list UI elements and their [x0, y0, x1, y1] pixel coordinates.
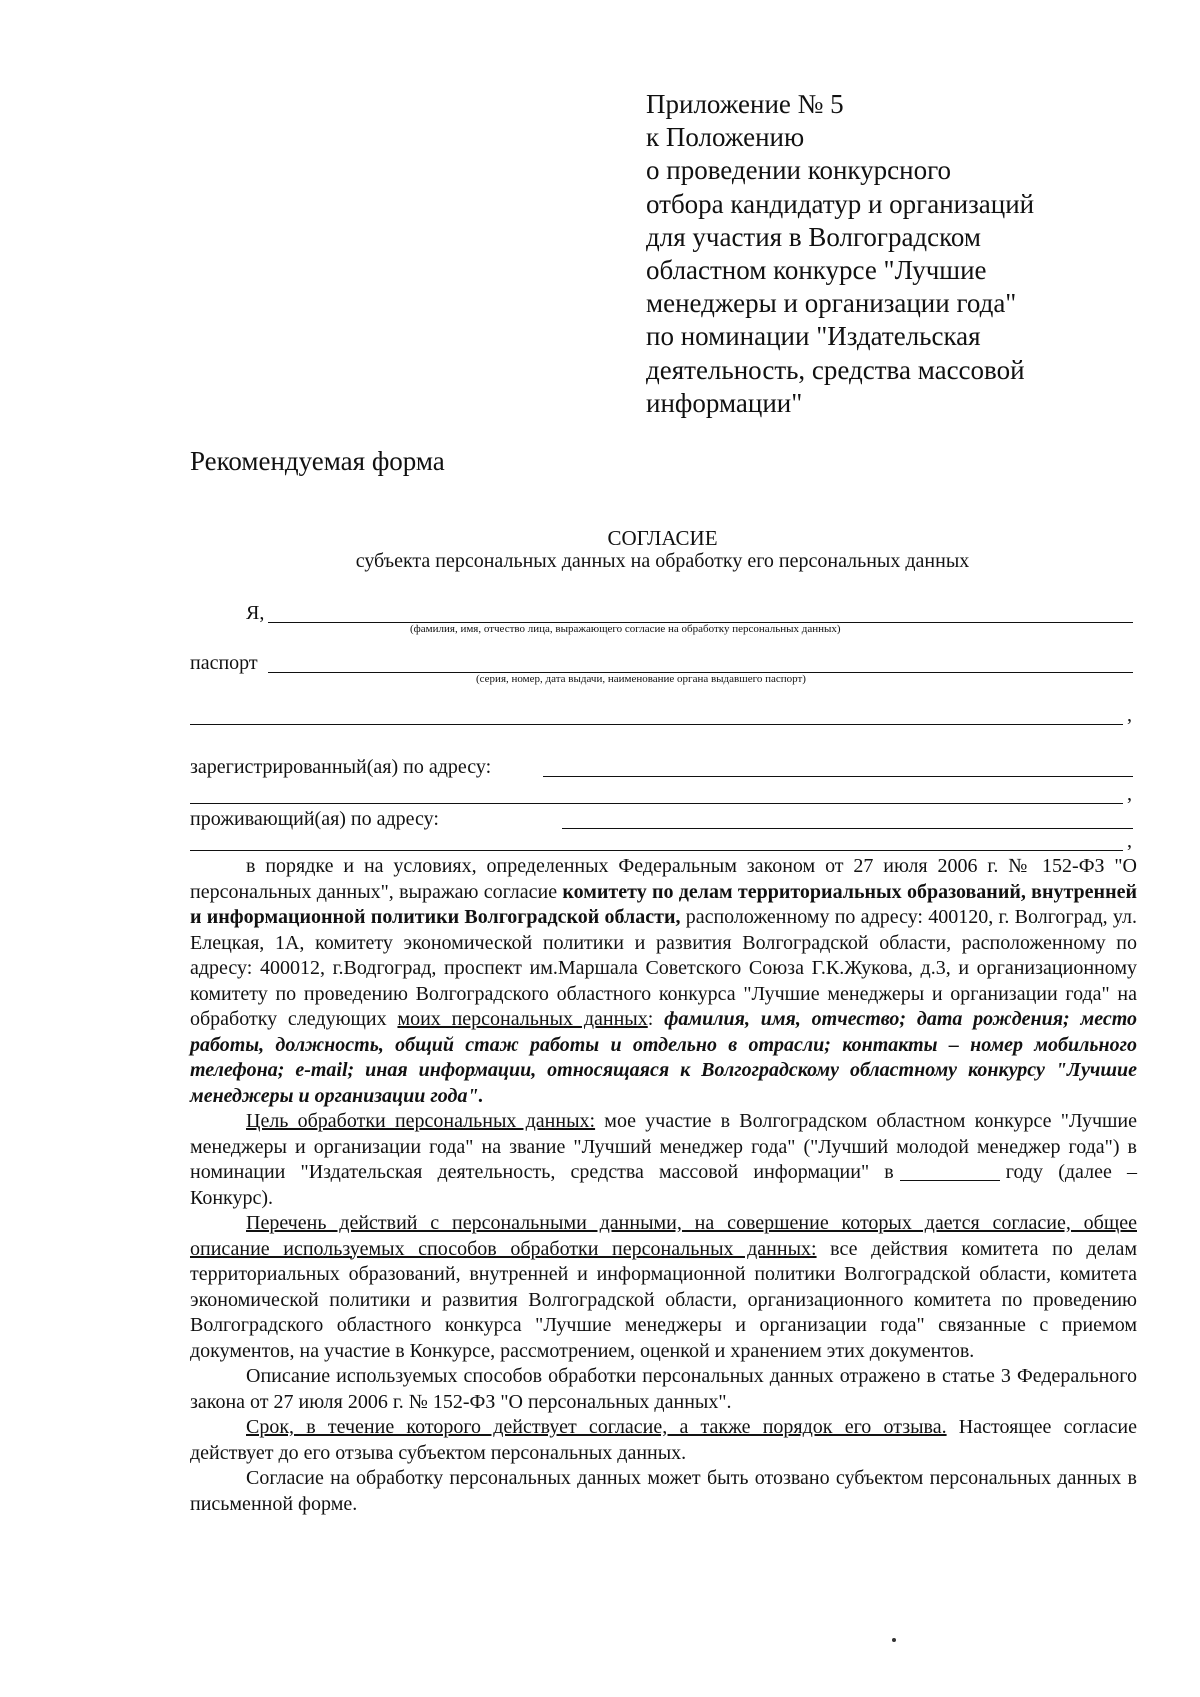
- paragraph-methods: Описание используемых способов обработки персональных данных отражено в статье 3 Федерального закона от 27 июля 2006 г. № 152-ФЗ "О персональных данных".: [190, 1365, 1137, 1413]
- appendix-line: областном конкурсе "Лучшие: [646, 255, 987, 286]
- appendix-line: отбора кандидатур и организаций: [646, 188, 1035, 219]
- name-field-hint: (фамилия, имя, отчество лица, выражающего согласие на обработку персональных данных): [410, 623, 841, 635]
- passport-field-label: паспорт: [190, 652, 258, 674]
- appendix-line: менеджеры и организации года": [646, 288, 1017, 319]
- registered-address-line-2[interactable]: [190, 803, 1123, 804]
- recommended-form-label: Рекомендуемая форма: [190, 446, 445, 476]
- passport-continuation-line[interactable]: [190, 724, 1123, 725]
- registered-address-line[interactable]: [543, 776, 1133, 777]
- comma: ,: [1127, 830, 1132, 852]
- paragraph-purpose: Цель обработки персональных данных: мое участие в Волгоградском областном конкурсе "Лучшие менеджеры и организации года" на звание "Лучший менеджер года" ("Лучший молодой менеджер года") в номинации "Издательская деятельность, средства массовой информации" в году (далее – Конкурс).: [190, 1110, 1137, 1209]
- appendix-line: для участия в Волгоградском: [646, 221, 981, 252]
- paragraph-consent: в порядке и на условиях, определенных Федеральным законом от 27 июля 2006 г. № 152-ФЗ "О персональных данных", выражаю согласие комитету по делам территориальных образований, внутренней и информационной политики Волгоградской области, расположенному по адресу: 400120, г. Волгоград, ул. Елецкая, 1А, комитету экономической политики и развития Волгоградской области, расположенному по адресу: 400012, г.Водгоград, проспект им.Маршала Советского Союза Г.К.Жукова, д.3, и организационному комитету по проведению Волгоградского областного конкурса "Лучшие менеджеры и организации года" на обработку следующих моих персональных данных: фамилия, имя, отчество; дата рождения; место работы, должность, общий стаж работы и отдельно в отрасли; контакты – номер мобильного телефона; e-mail; иная информации, относящаяся к Волгоградскому областному конкурсу "Лучшие менеджеры и организации года".: [190, 855, 1137, 1107]
- appendix-line: деятельность, средства массовой: [646, 354, 1025, 385]
- document-title: СОГЛАСИЕ: [607, 526, 718, 550]
- document-subtitle: субъекта персональных данных на обработку его персональных данных: [355, 550, 970, 572]
- appendix-line: о проведении конкурсного: [646, 155, 952, 186]
- comma: ,: [1127, 783, 1132, 805]
- paragraph-revocation: Согласие на обработку персональных данных может быть отозвано субъектом персональных данных в письменной форме.: [190, 1467, 1137, 1515]
- appendix-header: [646, 88, 1166, 420]
- appendix-line: по номинации "Издательская: [646, 321, 981, 352]
- scan-speck: [892, 1638, 896, 1642]
- consent-body: [190, 854, 1137, 1517]
- comma: ,: [1127, 704, 1132, 726]
- living-address-line[interactable]: [562, 828, 1133, 829]
- appendix-line: Приложение № 5: [646, 89, 844, 119]
- appendix-line: к Положению: [646, 122, 805, 153]
- paragraph-term: Срок, в течение которого действует согласие, а также порядок его отзыва. Настоящее согласие действует до его отзыва субъектом персональных данных.: [190, 1416, 1137, 1464]
- passport-field-hint: (серия, номер, дата выдачи, наименование органа выдавшего паспорт): [476, 673, 806, 685]
- name-field-label: Я,: [246, 602, 265, 624]
- appendix-line: информации": [646, 387, 803, 418]
- registered-address-label: зарегистрированный(ая) по адресу:: [190, 756, 492, 778]
- living-address-line-2[interactable]: [190, 850, 1123, 851]
- year-blank-field[interactable]: [900, 1162, 1000, 1181]
- living-address-label: проживающий(ая) по адресу:: [190, 808, 439, 830]
- paragraph-actions: Перечень действий с персональными данными, на совершение которых дается согласие, общее описание используемых способов обработки персональных данных: все действия комитета по делам территориальных образований, внутренней и информационной политики Волгоградской области, комитета экономической политики и развития Волгоградской области, организационного комитета по проведению Волгоградского областного конкурса "Лучшие менеджеры и организации года" связанные с приемом документов, на участие в Конкурсе, рассмотрением, оценкой и хранением этих документов.: [190, 1212, 1137, 1362]
